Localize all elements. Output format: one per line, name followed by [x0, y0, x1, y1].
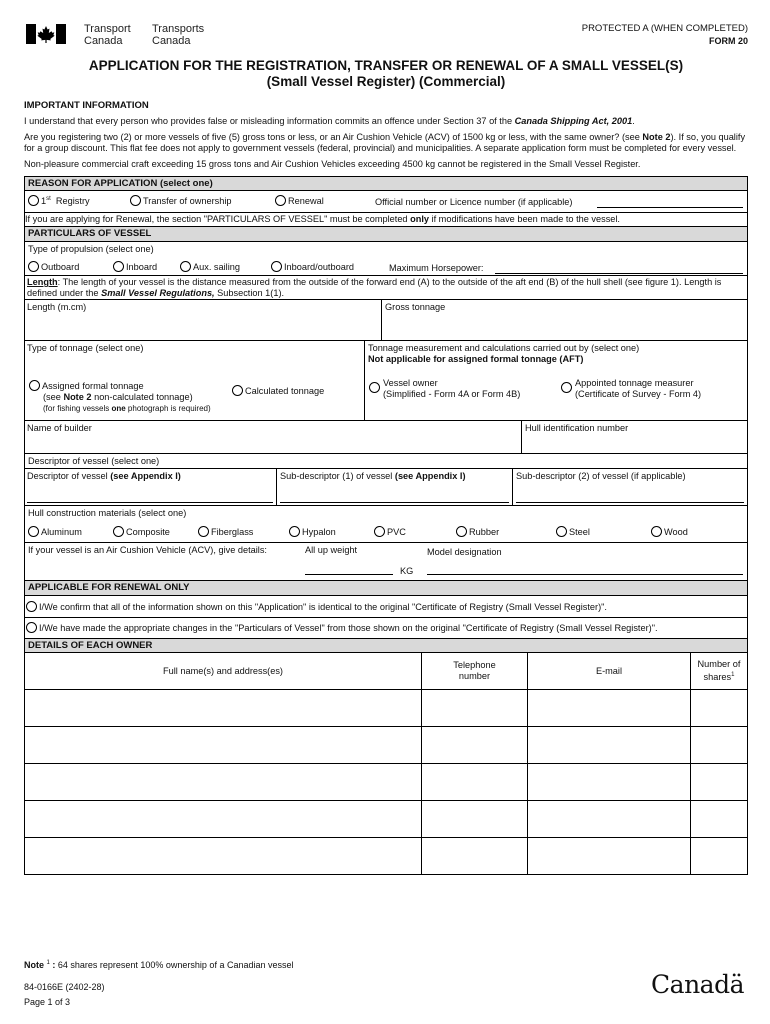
department-name-fr: Transports Canada [152, 23, 205, 47]
table-row [25, 690, 748, 727]
renewal-note: If you are applying for Renewal, the section "PARTICULARS OF VESSEL" must be completed only if modifications have been made to the vessel. [25, 213, 747, 227]
sub-descriptor-1-field[interactable]: Sub-descriptor (1) of vessel (see Appendix I) [276, 469, 512, 505]
footnote: Note $^1$ : 64 shares represent 100% ownership of a Canadian vessel [24, 960, 294, 970]
particulars-bar: PARTICULARS OF VESSEL [25, 227, 747, 242]
page-number: Page 1 of 3 [24, 997, 71, 1007]
descriptor-select-row: Descriptor of vessel (select one) [25, 454, 747, 469]
radio-calculated[interactable]: Calculated tonnage [232, 385, 324, 396]
owners-table [24, 652, 748, 875]
official-number-label: Official number or Licence number (if applicable) [375, 197, 573, 207]
protected-label: PROTECTED A (WHEN COMPLETED) FORM 20 [581, 23, 748, 46]
official-number-field[interactable] [597, 207, 743, 208]
table-row [25, 764, 748, 801]
radio-steel[interactable]: Steel [556, 526, 590, 537]
radio-hypalon[interactable]: Hypalon [289, 526, 336, 537]
acv-row: If your vessel is an Air Cushion Vehicle (ACV), give details: All up weight Model designation KG [25, 543, 747, 581]
owners-col-phone: Telephone number [422, 653, 528, 690]
important-p1: I understand that every person who provides false or misleading information commits an offence under Section 37 of the Canada Shipping Act, 2001. [24, 116, 635, 126]
important-heading: IMPORTANT INFORMATION [24, 100, 149, 111]
reason-row [25, 191, 747, 213]
radio-aux-sailing[interactable]: Aux. sailing [180, 261, 240, 272]
form-page [24, 20, 748, 875]
tonnage-measurement-cell: Tonnage measurement and calculations carried out by (select one) Not applicable for assigned formal tonnage (AFT) Vessel owner (Simplified - Form 4A or Form 4B) Appointed tonnage measurer (Certificate of Survey - Form 4) [364, 341, 747, 420]
radio-renewal[interactable]: Renewal [275, 195, 324, 206]
tonnage-type-cell: Type of tonnage (select one) Assigned formal tonnage (see Note 2 non-calculated tonnage) (for fishing vessels one photograph is required) Calculated tonnage [27, 343, 325, 413]
builder-row [25, 421, 747, 454]
hull-materials-row: Hull construction materials (select one) Aluminum Composite Fiberglass Hypalon PVC Rubber Steel Wood [25, 506, 747, 543]
radio-transfer[interactable]: Transfer of ownership [130, 195, 232, 206]
sub-descriptor-2-field[interactable]: Sub-descriptor (2) of vessel (if applicable) [512, 469, 747, 505]
reason-bar: REASON FOR APPLICATION (select one) [25, 176, 747, 191]
table-row [25, 727, 748, 764]
radio-inboard[interactable]: Inboard [113, 261, 157, 272]
all-up-weight-field[interactable] [305, 574, 393, 575]
form-number: FORM 20 [708, 36, 748, 46]
radio-outboard[interactable]: Outboard [28, 261, 79, 272]
builder-field[interactable]: Name of builder [27, 423, 92, 433]
radio-rubber[interactable]: Rubber [456, 526, 499, 537]
length-definition: Length: The length of your vessel is the distance measured from the outside of the forward end (A) to the outside of the aft end (B) of the hull shell (see figure 1). Length is defined under the Small Vessel Regulations, Subsection 1(1). [25, 276, 747, 300]
radio-vessel-owner[interactable] [369, 382, 382, 393]
model-designation-field[interactable] [427, 574, 743, 575]
descriptor-row [25, 469, 747, 506]
descriptor-field[interactable]: Descriptor of vessel (see Appendix I) [24, 469, 276, 505]
radio-pvc[interactable]: PVC [374, 526, 406, 537]
canada-flag-icon [26, 24, 66, 44]
owners-col-shares: Number of shares$^1$ [691, 653, 748, 690]
length-gross-row [25, 300, 747, 341]
gross-tonnage-field[interactable]: Gross tonnage [381, 300, 747, 340]
radio-assigned-formal[interactable]: Assigned formal tonnage [29, 380, 144, 391]
propulsion-row [25, 242, 747, 276]
form-title: APPLICATION FOR THE REGISTRATION, TRANSFER OR RENEWAL OF A SMALL VESSEL(S) (Small Vessel Register) (Commercial) [88, 58, 684, 89]
owners-col-email: E-mail [528, 653, 691, 690]
hull-id-field[interactable]: Hull identification number [521, 421, 747, 453]
radio-renewal-identical[interactable]: I/We confirm that all of the information shown on this "Application" is identical to the original "Certificate of Registry (Small Vessel Register)". [26, 601, 607, 612]
radio-fiberglass[interactable]: Fiberglass [198, 526, 253, 537]
department-name-en: Transport Canada [84, 23, 131, 47]
propulsion-label: Type of propulsion (select one) [28, 244, 154, 254]
header [24, 20, 748, 54]
radio-first-registry[interactable]: 1st Registry [28, 195, 90, 206]
renewal-bar: APPLICABLE FOR RENEWAL ONLY [25, 581, 747, 596]
radio-aluminum[interactable]: Aluminum [28, 526, 82, 537]
table-row [25, 838, 748, 875]
radio-renewal-changes[interactable]: I/We have made the appropriate changes in the "Particulars of Vessel" from those shown on the original "Certificate of Registry (Small Vessel Register)". [26, 622, 658, 633]
application-form [24, 176, 748, 653]
important-p2: Are you registering two (2) or more vessels of five (5) gross tons or less, or an Air Cushion Vehicle (ACV) of 1500 kg or less, with the same owner? (see Note 2). If so, you qualify for a group discount. This flat fee does not apply to government vessels (federal, provincial) and municipalities. A separate application form must be completed for every vessel. [24, 132, 746, 153]
length-field[interactable]: Length (m.cm) [27, 302, 87, 312]
owners-bar: DETAILS OF EACH OWNER [25, 638, 747, 653]
tonnage-row [25, 341, 747, 421]
renewal-confirm-row [25, 596, 747, 618]
radio-composite[interactable]: Composite [113, 526, 170, 537]
radio-tonnage-measurer[interactable] [561, 382, 574, 393]
max-horsepower-field[interactable] [495, 273, 743, 274]
canada-wordmark: Canadä [651, 970, 744, 999]
table-row [25, 801, 748, 838]
radio-wood[interactable]: Wood [651, 526, 688, 537]
radio-inboard-outboard[interactable]: Inboard/outboard [271, 261, 354, 272]
max-horsepower-label: Maximum Horsepower: [389, 263, 484, 273]
important-p3: Non-pleasure commercial craft exceeding 15 gross tons and Air Cushion Vehicles exceeding 4500 kg cannot be registered in the Small Vessel Register. [24, 159, 641, 169]
owners-col-name: Full name(s) and address(es) [25, 653, 422, 690]
form-code: 84-0166E (2402-28) [24, 982, 105, 992]
renewal-changes-row [25, 618, 747, 638]
